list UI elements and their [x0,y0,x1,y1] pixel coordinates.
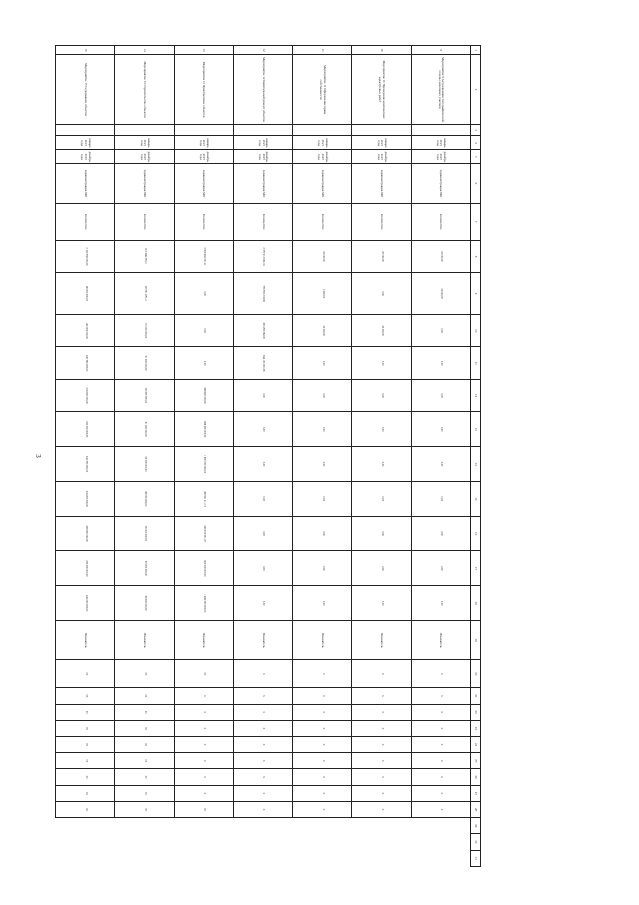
funding-value: 0,00 [352,412,411,447]
header-cell: 9 [470,273,480,315]
funding-value: 948 600 000,00 [174,379,233,411]
header-cell: 30 [470,834,480,850]
funding-value: 653 290 382,00 [233,314,292,346]
header-cell: 23 [470,720,480,736]
result-text: Количество [352,203,411,240]
table-row [174,46,233,867]
indicator-note: Показатель [115,621,174,660]
indicator-value: X [352,737,411,753]
indicator-value: 03 [56,688,115,704]
indicator-value: X [233,660,292,688]
indicator-value: X [411,704,470,720]
header-cell: 17 [470,551,480,586]
indicator-value: X [293,704,352,720]
header-cell: 1 [470,46,480,55]
indicator-value: X [233,704,292,720]
measure-name: Мероприятие 13 Приобретение объектов [174,55,233,125]
table-row [293,46,352,867]
funding-value: 0,00 [293,347,352,379]
measure-name: Мероприятие 10 Проведение комплексных кадастровых работ [352,55,411,125]
indicator-value: X [411,801,470,817]
indicator-value: X [174,688,233,704]
measure-name: Мероприятие 15 Содержание объектов [56,55,115,125]
indicator-value: X [352,704,411,720]
row-number: 12 [233,46,292,55]
row-number: 10 [352,46,411,55]
header-cell: 15 [470,481,480,516]
table-row [352,46,411,867]
table-row [115,46,174,867]
funding-value: 218 000 000,00 [56,379,115,411]
end-date: декабрь 2025 года [352,150,411,164]
funding-value: 0,00 [411,412,470,447]
indicator-value: X [352,753,411,769]
funding-value: 600 000 000,00 [174,551,233,586]
indicator-value: 03 [56,785,115,801]
funding-value: 242 000 000,00 [56,586,115,621]
indicator-value: 03 [115,769,174,785]
funding-value: 0,00 [293,516,352,551]
indicator-value: 03 [115,660,174,688]
indicator-value: 03 [56,660,115,688]
executor: Администрация МО [352,164,411,203]
funding-value: 2 377 212 992,16 [233,240,292,272]
funding-value: 0,00 [233,551,292,586]
header-cell: 5 [470,150,480,164]
indicator-value: 03 [56,801,115,817]
funding-value: 0,00 [352,347,411,379]
header-cell: 16 [470,516,480,551]
end-date: декабрь 2025 года [56,150,115,164]
header-cell: 19 [470,621,480,660]
funding-value: 5 000,00 [293,273,352,315]
indicator-value: X [293,785,352,801]
funding-value: 140 000 000,00 [56,314,115,346]
funding-value: 89 000 000,00 [56,273,115,315]
funding-value: 240 765 000,00 [56,347,115,379]
indicator-value: X [352,769,411,785]
row-number: 15 [56,46,115,55]
measure-kind [293,124,352,136]
start-date: январь 2021 года [56,136,115,150]
indicator-value: 03 [56,737,115,753]
header-cell: 3 [470,124,480,136]
funding-value: 0,00 [411,551,470,586]
end-date: декабрь 2025 года [115,150,174,164]
indicator-value: X [174,737,233,753]
indicator-value: X [293,688,352,704]
funding-value: 779 792 218,58 [233,273,292,315]
funding-value: 0,00 [293,586,352,621]
indicator-value: X [352,785,411,801]
page-number: 3 [33,454,42,458]
indicator-value: X [293,737,352,753]
indicator-value: 03 [56,704,115,720]
measure-name: Мероприятие 14 Строительство объектов [115,55,174,125]
executor: Администрация МО [293,164,352,203]
measure-kind [233,124,292,136]
indicator-value: X [233,801,292,817]
executor: Администрация МО [411,164,470,203]
start-date: январь 2021 года [352,136,411,150]
header-cell: 25 [470,753,480,769]
funding-value: 218 000 000,00 [56,481,115,516]
indicator-value: 03 [174,801,233,817]
indicator-value: X [174,753,233,769]
header-cell: 13 [470,412,480,447]
funding-value: 815 966 279,11 [115,240,174,272]
funding-value: 0,00 [352,516,411,551]
funding-value: 91 000 000,00 [115,314,174,346]
funding-value: 98 000 000,00 [115,481,174,516]
funding-value: 91 000 000,00 [115,347,174,379]
indicator-value: X [174,720,233,736]
measure-name: Мероприятие 12 Капитальный ремонт объектов [233,55,292,125]
indicator-note: Показатель [293,621,352,660]
header-cell: 7 [470,203,480,240]
funding-value: 91 200 000,00 [115,412,174,447]
indicator-value: 03 [115,785,174,801]
funding-value: 95 000 000,00 [115,516,174,551]
indicator-value: 03 [115,704,174,720]
header-cell: 27 [470,785,480,801]
indicator-value: X [352,688,411,704]
funding-value: 189 591 211,13 [174,481,233,516]
row-number: 14 [115,46,174,55]
header-cell: 14 [470,447,480,482]
funding-value: 0,00 [293,481,352,516]
indicator-value: X [411,720,470,736]
funding-value: 232 000 000,00 [56,551,115,586]
funding-value: 20 000,00 [293,314,352,346]
funding-value: 0,00 [233,447,292,482]
executor: Администрация МО [174,164,233,203]
funding-value: 0,00 [233,586,292,621]
indicator-value: X [293,660,352,688]
header-row [470,46,480,867]
result-text: Количество [56,203,115,240]
funding-value: 222 700 000,00 [56,412,115,447]
header-cell: 12 [470,379,480,411]
funding-value: 0,00 [174,273,233,315]
funding-value: 0,00 [293,379,352,411]
start-date: январь 2021 года [174,136,233,150]
table-row [411,46,470,867]
indicator-value: X [233,737,292,753]
rotated-table-sheet [55,45,481,867]
funding-value: 90 000 000,00 [115,447,174,482]
row-number: 9 [411,46,470,55]
indicator-value: X [411,785,470,801]
measure-kind [56,124,115,136]
indicator-value: X [293,753,352,769]
indicator-value: 03 [115,801,174,817]
funding-value: 0,00 [411,447,470,482]
funding-value: 1 900 000 000,00 [174,447,233,482]
indicator-note: Показатель [174,621,233,660]
end-date: декабрь 2025 года [233,150,292,164]
funding-value: 20 000,00 [352,240,411,272]
indicator-value: X [411,769,470,785]
header-cell: 24 [470,737,480,753]
start-date: январь 2021 года [293,136,352,150]
funding-value: 0,00 [293,447,352,482]
measure-kind [352,124,411,136]
result-text: Количество [115,203,174,240]
funding-value: 0,00 [352,447,411,482]
executor: Администрация МО [233,164,292,203]
executor: Администрация МО [56,164,115,203]
funding-value: 20 000,00 [352,314,411,346]
indicator-value: X [411,688,470,704]
indicator-value: X [233,688,292,704]
header-cell: 4 [470,136,480,150]
measure-kind [174,124,233,136]
header-cell: 10 [470,314,480,346]
funding-value: 0,00 [233,412,292,447]
header-cell: 6 [470,164,480,203]
funding-value: 944 125 391,58 [233,347,292,379]
row-number: 11 [293,46,352,55]
funding-value: 22 000,00 [411,240,470,272]
funding-value: 0,00 [411,314,470,346]
indicator-value: X [233,720,292,736]
funding-value: 87 791 279,11 [115,273,174,315]
program-table [55,45,481,867]
indicator-value: X [411,660,470,688]
funding-value: 0,00 [174,314,233,346]
indicator-note: Показатель [56,621,115,660]
header-cell: 20 [470,660,480,688]
end-date: декабрь 2025 года [411,150,470,164]
funding-value: 3 906 663 331,21 [174,240,233,272]
funding-value: 87 475 000,00 [115,379,174,411]
funding-value: 0,00 [293,412,352,447]
funding-value: 0,00 [352,379,411,411]
indicator-value: 03 [56,720,115,736]
table-row [56,46,115,867]
row-number: 13 [174,46,233,55]
indicator-value: 03 [115,753,174,769]
funding-value: 249 919 901,25 [174,516,233,551]
indicator-note: Показатель [233,621,292,660]
funding-value: 0,00 [293,551,352,586]
header-cell: 29 [470,818,480,834]
funding-value: 0,00 [411,516,470,551]
indicator-value: X [293,801,352,817]
measure-kind [115,124,174,136]
funding-value: 25 000,00 [293,240,352,272]
header-cell: 11 [470,347,480,379]
indicator-note: Показатель [352,621,411,660]
funding-value: 92 000 000,00 [115,551,174,586]
funding-value: 242 700 000,00 [56,447,115,482]
funding-value: 0,00 [233,379,292,411]
end-date: декабрь 2025 года [293,150,352,164]
funding-value: 0,00 [352,586,411,621]
funding-value: 0,00 [174,347,233,379]
start-date: январь 2021 года [115,136,174,150]
indicator-value: X [352,801,411,817]
indicator-value: X [411,753,470,769]
indicator-note: Показатель [411,621,470,660]
header-cell: 18 [470,586,480,621]
result-text: Количество [411,203,470,240]
indicator-value: 03 [115,720,174,736]
measure-name: Мероприятие 11 Оформление права собственности [293,55,352,125]
funding-value: 0,00 [352,551,411,586]
indicator-value: X [352,720,411,736]
result-text: Количество [293,203,352,240]
header-cell: 2 [470,55,480,125]
indicator-value: 03 [115,737,174,753]
indicator-value: X [293,769,352,785]
funding-value: 0,00 [411,379,470,411]
indicator-value: X [293,720,352,736]
indicator-value: X [174,769,233,785]
funding-value: 96 000 000,00 [115,586,174,621]
indicator-value: X [233,753,292,769]
indicator-value: 03 [56,753,115,769]
indicator-value: X [174,785,233,801]
executor: Администрация МО [115,164,174,203]
indicator-value: 03 [174,660,233,688]
indicator-value: X [411,737,470,753]
indicator-value: 03 [115,688,174,704]
result-text: Количество [174,203,233,240]
funding-value: 0,00 [352,273,411,315]
start-date: январь 2021 года [233,136,292,150]
funding-value: 0,00 [233,481,292,516]
end-date: декабрь 2025 года [174,150,233,164]
indicator-value: X [233,769,292,785]
indicator-value: X [352,660,411,688]
result-text: Количество [233,203,292,240]
funding-value: 0,00 [411,586,470,621]
table-row [233,46,292,867]
indicator-value: 03 [56,769,115,785]
funding-value: 2 160 765 000,00 [56,240,115,272]
measure-name: Мероприятие 9 Актуализация топографической основы земельных участков [411,55,470,125]
funding-value: 0,00 [411,347,470,379]
funding-value: 0,00 [411,481,470,516]
funding-value: 0,00 [233,516,292,551]
funding-value: 998 400 000,00 [174,412,233,447]
header-cell: 26 [470,769,480,785]
funding-value: 0,00 [352,481,411,516]
funding-value: 208 000 000,00 [56,516,115,551]
header-cell: 31 [470,850,480,866]
header-cell: 28 [470,801,480,817]
measure-kind [411,124,470,136]
indicator-value: X [233,785,292,801]
indicator-value: X [174,704,233,720]
header-cell: 22 [470,704,480,720]
header-cell: 8 [470,240,480,272]
header-cell: 21 [470,688,480,704]
funding-value: 1 469 350 000,00 [174,586,233,621]
funding-value: 22 000,00 [411,273,470,315]
start-date: январь 2021 года [411,136,470,150]
